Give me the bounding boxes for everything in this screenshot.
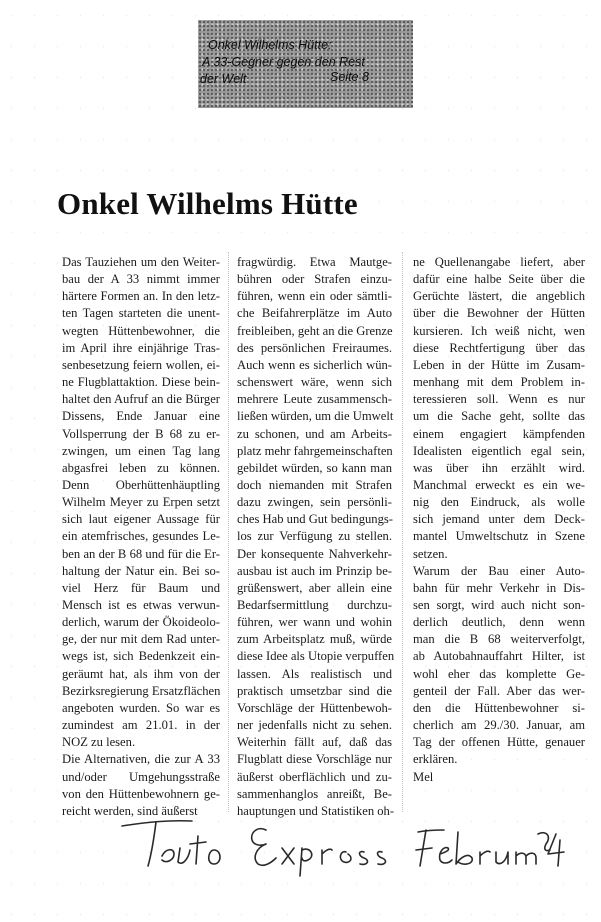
article-line: sich laut eigener Aussage für: [62, 512, 220, 527]
article-line: fragwürdig. Etwa Mautge-: [237, 255, 392, 269]
article-line: grüßenswert, aber allein eine: [237, 580, 392, 595]
article-line: reicht werden, sind äußerst: [62, 803, 198, 818]
handwriting-scribble: [118, 808, 578, 878]
article-line: haltet den Aufruf an die Bürger: [62, 392, 220, 407]
article-line: praktisch umsetzbar sind die: [237, 683, 392, 698]
article-line: über die Bewohner der Hütten: [413, 306, 585, 321]
article-line: zum Arbeitsplatz muß, würde: [237, 632, 392, 647]
article-line: Manchmal erweckt es ein we-: [413, 477, 585, 492]
article-line: platz mehr fahrgemeinschaften: [237, 443, 393, 458]
article-line: NOZ zu lesen.: [62, 735, 136, 750]
article-line: gebildet würden, so kann man: [237, 460, 392, 475]
article-line: derlich, warum der Ökoideolo-: [62, 615, 220, 630]
article-line: äußerst oberflächlich und zu-: [237, 769, 392, 784]
article-line: im April ihre einjährige Tras-: [62, 340, 220, 355]
article-line: ten Tagen starteten die unent-: [62, 306, 220, 321]
article-line: Tag der offenen Hütte, genauer: [413, 735, 585, 750]
article-headline: Onkel Wilhelms Hütte: [57, 186, 358, 221]
article-line: viel Herz für Baum und: [62, 580, 220, 595]
article-line: cherlich am 29./30. Januar, am: [413, 718, 585, 733]
article-line: ne Flugblattaktion. Diese bein-: [62, 375, 220, 390]
article-line: zu schonen, und am Arbeits-: [237, 426, 392, 441]
article-line: che Beifahrerplätze im Auto: [237, 306, 392, 321]
article-line: des persönlichen Freiraumes.: [237, 340, 392, 355]
article-line: zwingen, um einen Tag lang: [62, 443, 220, 458]
article-line: Mel: [413, 769, 434, 784]
article-line: ne Quellenangabe liefert, aber: [413, 255, 585, 269]
article-line: setzen.: [413, 546, 448, 561]
article-line: ausbau ist auch im Prinzip be-: [237, 563, 392, 578]
article-line: von den Hüttenbewohnern ge-: [62, 786, 220, 801]
teaser-page-ref: Seite 8: [330, 70, 369, 84]
article-line: Bedarfsermittlung durchzu-: [237, 598, 392, 612]
article-line: diese Idee als Utopie verpuffen: [237, 649, 395, 664]
article-line: Vollsperrung der B 68 zu er-: [62, 426, 220, 441]
article-line: ches Hab und Gut bedingungs-: [237, 512, 393, 527]
article-line: was über ihn erzählt wird.: [413, 460, 585, 475]
article-line: menhang mit dem Problem in-: [413, 375, 585, 390]
article-line: mantel Umweltschutz in Szene: [413, 529, 585, 544]
article-line: einem engagiert kämpfenden: [413, 426, 585, 441]
article-line: freibleiben, geht an die Grenze: [237, 323, 393, 338]
article-line: Denn Oberhüttenhäuptling: [62, 477, 220, 492]
article-line: ben an der B 68 und für die Er-: [62, 546, 220, 561]
article-line: Flugblatt diese Vorschläge nur: [237, 752, 392, 767]
article-line: schenswert wäre, wenn sich: [237, 375, 392, 390]
article-line: teressieren soll. Wenn es nur: [413, 392, 585, 407]
article-line: dafür eine halbe Seite über die: [413, 272, 585, 287]
article-line: Die Alternativen, die zur A 33: [62, 752, 220, 767]
article-line: doch niemanden mit Strafen: [237, 477, 392, 492]
article-line: um die Sache geht, sollte das: [413, 409, 585, 424]
article-line: geräumt hat, als ihm von der: [62, 666, 220, 681]
article-line: angeboten wurden. So war es: [62, 700, 220, 715]
article-line: genteil der Fall. Aber das wer-: [413, 683, 585, 698]
article-line: Mensch ist es etwas verwun-: [62, 598, 220, 612]
article-line: Warum der Bau einer Auto-: [413, 563, 585, 578]
article-line: Das Tauziehen um den Weiter-: [62, 255, 220, 269]
teaser-line-2: A 33-Gegner gegen den Rest: [202, 55, 365, 69]
article-line: kursieren. Ich weiß nicht, wen: [413, 323, 585, 338]
article-line: ab Autobahnauffahrt Hilter, ist: [413, 649, 585, 664]
article-line: führen, wer wann und wohin: [237, 615, 392, 630]
article-line: Vorschläge der Hüttenbewoh-: [237, 700, 392, 715]
article-line: ließen würden, um die Umwelt: [237, 409, 394, 424]
column-rule-1: [228, 252, 229, 812]
teaser-box: [198, 20, 413, 108]
article-line: ge, der nur mit dem Rad unter-: [62, 632, 220, 647]
article-line: den die Hüttenbewohner si-: [413, 700, 585, 715]
article-line: härtere Formen an. In den letz-: [62, 289, 220, 304]
article-line: sammenhanglos anreißt, Be-: [237, 786, 392, 801]
article-line: Wilhelm Meyer zu Erpen setzt: [62, 495, 220, 510]
article-line: Idealisten eigentlich egal sein,: [413, 443, 585, 458]
article-line: nig den Eindruck, als wolle: [413, 495, 585, 510]
article-line: ner jedenfalls nicht zu sehen.: [237, 718, 392, 733]
article-line: derlich deutlich, denn wenn: [413, 615, 585, 630]
article-line: wegs ist, sich Bedenkzeit ein-: [62, 649, 220, 664]
article-line: man die B 68 weiterverfolgt,: [413, 632, 585, 647]
article-line: sen sorgt, wird auch nicht son-: [413, 598, 585, 612]
teaser-line-1: Onkel Wilhelms Hütte:: [208, 38, 332, 52]
article-line: mehrere Leute zusammensch-: [237, 392, 392, 407]
article-line: und/oder Umgehungsstraße: [62, 769, 220, 784]
handwritten-source-note: [118, 808, 578, 883]
article-line: lassen. Als realistisch und: [237, 666, 392, 681]
article-line: Leben in der Hütte im Zusam-: [413, 357, 585, 372]
article-line: los zur Verfügung zu stellen.: [237, 529, 392, 544]
article-line: Auch wenn es sicherlich wün-: [237, 357, 392, 372]
article-line: wohl eher das komplette Ge-: [413, 666, 585, 681]
article-line: senbesetzung feiern wollen, ei-: [62, 357, 220, 372]
article-line: führen, wenn ein oder sämtli-: [237, 289, 392, 304]
article-line: Gerüchte lästert, die angeblich: [413, 289, 585, 304]
article-line: Der konsequente Nahverkehr-: [237, 546, 392, 561]
article-line: bühren oder Strafen einzu-: [237, 272, 392, 287]
article-line: hauptungen und Statistiken oh-: [237, 803, 395, 818]
article-line: Bezirksregierung Ersatzflächen: [62, 683, 221, 698]
article-line: sich jemand unter dem Deck-: [413, 512, 585, 527]
article-line: zumindest am 21.01. in der: [62, 718, 220, 733]
teaser-line-3: der Welt: [200, 72, 247, 86]
article-line: bahn für mehr Verkehr in Dis-: [413, 580, 585, 595]
article-line: bau der A 33 nimmt immer: [62, 272, 220, 287]
article-line: erklären.: [413, 752, 458, 767]
article-line: diese Rechtfertigung über das: [413, 340, 585, 355]
column-rule-2: [402, 252, 403, 812]
article-line: Weiterhin fällt auf, daß das: [237, 735, 392, 750]
article-line: Dissens, Ende Januar eine: [62, 409, 220, 424]
article-line: dazu zwingen, sein persönli-: [237, 495, 392, 510]
article-line: abgasfrei leben zu können.: [62, 460, 220, 475]
article-line: wegten Hüttenbewohner, die: [62, 323, 220, 338]
article-line: ein atemfrisches, gesundes Le-: [62, 529, 220, 544]
article-line: haltung der Natur ein. Bei so-: [62, 563, 220, 578]
